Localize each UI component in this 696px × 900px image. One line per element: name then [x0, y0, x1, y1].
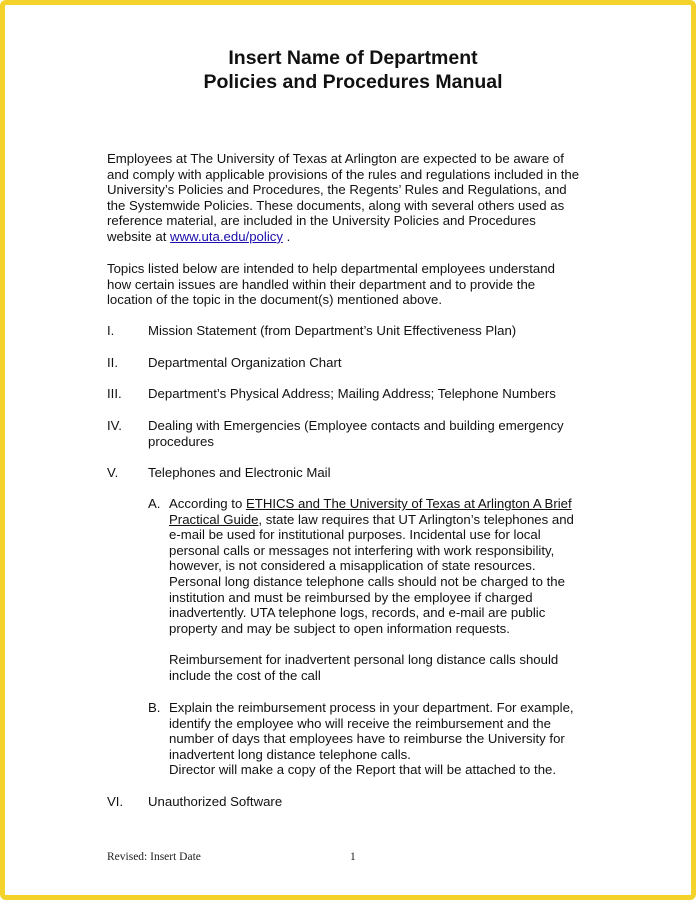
topic-number: I.	[107, 323, 115, 338]
subitem-text	[169, 700, 574, 778]
document-title-line1: Insert Name of Department	[228, 47, 478, 69]
intro-line: the Systemwide Policies. These documents, along with several others used as	[107, 197, 565, 213]
intro-line: Employees at The University of Texas at Arlington are expected to be aware of	[107, 151, 564, 166]
topic-line: Department’s Physical Address; Mailing Address; Telephone Numbers	[148, 386, 556, 401]
subitem-line: Personal long distance telephone calls should not be charged to the	[169, 573, 565, 589]
subitem-line: inadvertently. UTA telephone logs, records, and e-mail are public	[169, 605, 546, 621]
intro-line: reference material, are included in the University Policies and Procedures	[107, 213, 536, 229]
topics-line: Topics listed below are intended to help departmental employees understand	[107, 261, 555, 276]
subitem-line: inadvertent long distance telephone calls.	[169, 746, 411, 762]
topic-text	[148, 794, 282, 810]
topics-intro-paragraph	[107, 261, 607, 308]
intro-link-suffix: .	[282, 228, 291, 244]
topic-text	[148, 418, 564, 449]
subitem-line	[169, 496, 574, 512]
intro-link-prefix: website at	[107, 228, 171, 244]
topic-number: V.	[107, 465, 119, 480]
subitem-letter: B.	[148, 700, 161, 715]
topic-line: procedures	[148, 433, 214, 449]
subitem-line: however, is not considered a misapplication of state resources.	[169, 558, 536, 574]
subitem-line: include the cost of the call	[169, 667, 321, 683]
ethics-guide-reference-cont: Practical Guide	[169, 511, 259, 527]
subitem-line: Reimbursement for inadvertent personal long distance calls should	[169, 651, 559, 667]
subitem-line: e-mail be used for institutional purposes. Incidental use for local	[169, 527, 541, 543]
subitem-line: number of days that employees have to reimburse the University for	[169, 731, 565, 747]
intro-paragraph	[107, 151, 607, 245]
topic-text	[148, 465, 331, 481]
topic-number: IV.	[107, 418, 122, 433]
subitem-line: property and may be subject to open information requests.	[169, 620, 510, 636]
subitem-line: personal calls or messages not interfering with work responsibility,	[169, 542, 555, 558]
topic-line: Mission Statement (from Department’s Unit Effectiveness Plan)	[148, 323, 517, 338]
topic-line: Departmental Organization Chart	[148, 355, 342, 370]
blank-line	[169, 636, 574, 652]
subitem-line: institution and must be reimbursed by the employee if charged	[169, 589, 533, 605]
topic-number: VI.	[107, 794, 124, 809]
subitem-line: identify the employee who will receive the reimbursement and the	[169, 715, 551, 731]
topic-number: III.	[107, 386, 122, 401]
policy-website-link[interactable]: www.uta.edu/policy	[170, 228, 283, 244]
subitem-line	[169, 512, 574, 528]
subitem-letter: A.	[148, 496, 161, 511]
subitem-line: Explain the reimbursement process in your department. For example,	[169, 700, 574, 715]
subitem-line: Director will make a copy of the Report that will be attached to the.	[169, 762, 557, 778]
topic-line: Telephones and Electronic Mail	[148, 465, 331, 480]
topic-text	[148, 323, 516, 339]
topic-line: Unauthorized Software	[148, 794, 283, 809]
topic-text	[148, 355, 342, 371]
topics-line: how certain issues are handled within their department and to provide the	[107, 276, 536, 292]
ethics-guide-reference: ETHICS and The University of Texas at Arlington A Brief	[245, 496, 572, 511]
topic-line: Dealing with Emergencies (Employee contacts and building emergency	[148, 418, 564, 433]
subitem-text	[169, 496, 574, 683]
topic-text	[148, 386, 556, 402]
footer-revised-date: Revised: Insert Date	[107, 851, 201, 863]
topics-line: location of the topic in the document(s) mentioned above.	[107, 292, 443, 308]
subitem-ref-suffix: , state law requires that UT Arlington’s telephones and	[258, 511, 574, 527]
footer-page-number: 1	[350, 851, 356, 863]
topic-number: II.	[107, 355, 118, 370]
subitem-prefix: According to	[169, 496, 246, 511]
intro-line: and comply with applicable provisions of the rules and regulations included in the	[107, 166, 580, 182]
intro-last-line	[107, 229, 607, 245]
document-title-line2: Policies and Procedures Manual	[203, 71, 503, 93]
intro-line: University’s Policies and Procedures, the Regents’ Rules and Regulations, and	[107, 182, 567, 198]
